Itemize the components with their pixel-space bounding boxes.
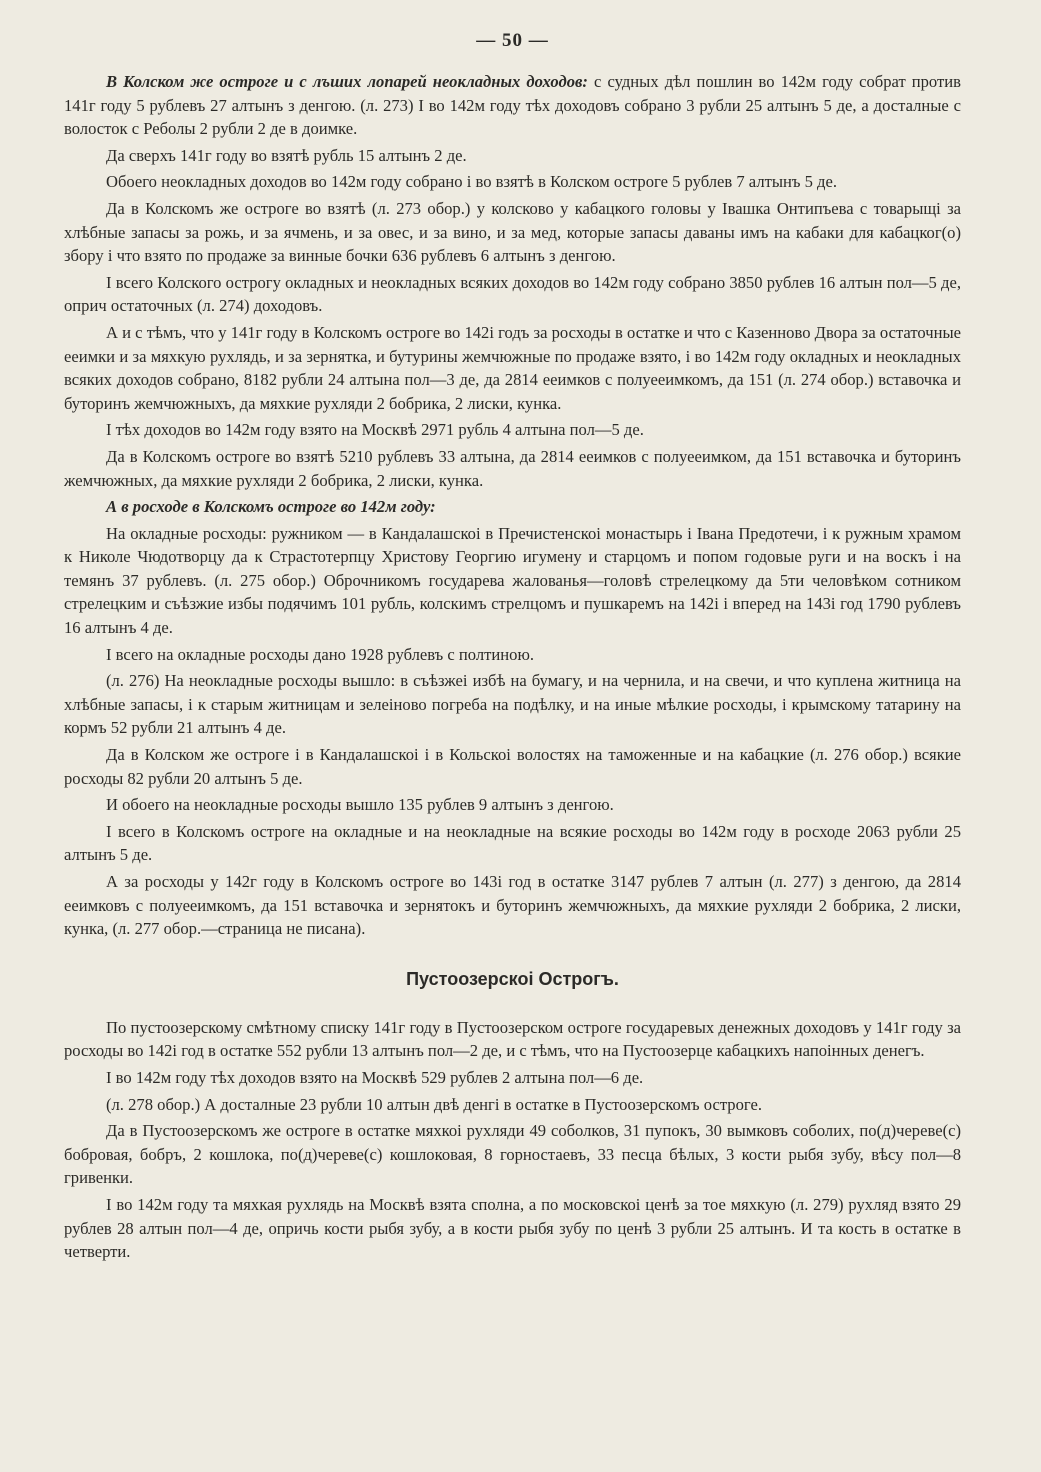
kola-expenses-heading: А в росходе в Колскомъ остроге во 142м году:	[106, 497, 436, 517]
kola-paragraph-14: И обоего на неокладные росходы вышло 135 рублев 9 алтынъ з денгою.	[106, 795, 614, 815]
kola-paragraph-8: Да в Колскомъ остроге во взятѣ 5210 рублевъ 33 алтына, да 2814 ееимков с полуееимком, да 151 вставочка и буторинъ жемчюжных, да мяхкие рухляди 2 бобрика, 2 лиски, кунка.	[64, 446, 961, 490]
page-number: — 50 —	[476, 30, 549, 51]
kola-paragraph-10: На окладные росходы: ружником — в Кандалашскоі в Пречистенскоі монастырь і Івана Предотечи, і к ружным храмом к Николе Чюдотворцу да к Страстотерпцу Христову Георгию игумену и старцомъ и попом годовые руги и на воскъ і на темянъ 37 рублевъ. (л. 275 обор.) Оброчникомъ государева жалованья—головѣ стрелецкому да 5ти человѣком сотником стрелецким и съѣзжие избы подячимъ 101 рубль, колскимъ стрелцомъ и пушкаремъ на 142і і вперед на 143і год 1790 рублевъ 16 алтынъ 4 де.	[64, 523, 961, 638]
kola-paragraph-7: I тѣх доходов во 142м году взято на Москвѣ 2971 рубль 4 алтына пол—5 де.	[106, 420, 644, 440]
pustozersk-paragraph-5: I во 142м году та мяхкая рухлядь на Москвѣ взята сполна, а по московскоі ценѣ за тое мяхкую (л. 279) рухляд взято 29 рублев 28 алтын пол—4 де, опричь кости рыбя зубу, а в кости рыбя зубу по ценѣ 3 рубли 25 алтынъ. И та кость в остатке в четверти.	[64, 1194, 961, 1262]
kola-paragraph-16: А за росходы у 142г году в Колскомъ остроге во 143і год в остатке 3147 рублев 7 алтын (л. 277) з денгою, да 2814 ееимковъ с полуееимкомъ, да 151 вставочка и зернятокъ и буторинъ жемчюжныхъ, да мяхкие рухляди 2 бобрика, 2 лиски, кунка, (л. 277 обор.—страница не писана).	[64, 872, 961, 939]
pustozersk-paragraph-4: Да в Пустоозерскомъ же остроге в остатке мяхкоі рухляди 49 соболков, 31 пупокъ, 30 вымковъ соболих, по(д)череве(с) бобровая, бобръ, 2 кошлока, по(д)череве(с) кошлоковая, 8 горностаевъ, 33 песца бѣлых, 3 кости рыбя зубу, вѣсу пол—8 гривенки.	[64, 1121, 961, 1188]
kola-paragraph-12: (л. 276) На неокладные росходы вышло: в съѣзжеі избѣ на бумагу, и на чернила, и на свечи, и что куплена житница на хлѣбные запасы, і к старым житницам и зелеіново погреба на подѣлку, и на иные мѣлкие росходы, і крымскому татарину на кормъ 52 рубли 21 алтынъ 4 де.	[64, 671, 961, 738]
kola-paragraph-1-rest: с судных дѣл пошлин во 142м году собрат против 141г году 5 рублевъ 27 алтынъ з денгою. (л. 273) I во 142м году тѣх доходовъ собрано 3 рубли 25 алтынъ 5 де, а досталные с волосток с Реболы 2 рубли 2 де в доимке.	[64, 72, 961, 139]
kola-paragraph-13: Да в Колском же остроге і в Кандалашскоі і в Кольскоі волостях на таможенные и на кабацкие (л. 276 обор.) всякие росходы 82 рубли 20 алтынъ 5 де.	[64, 745, 961, 788]
kola-paragraph-1	[64, 70, 961, 141]
kola-paragraph-6: А и с тѣмъ, что у 141г году в Колскомъ остроге во 142і годъ за росходы в остатке и что с Казенново Двора за остаточные ееимки и за мяхкую рухлядь, и за зернятка, и бутурины жемчюжные по продаже взято, і во 142м году окладных и неокладных всяких доходов собрано, 8182 рубли 24 алтына пол—3 де, да 2814 ееимков с полуееимкомъ, да 151 (л. 274 обор.) вставочка и буторинъ жемчюжныхъ, да мяхкие рухляди 2 бобрика, 2 лиски, кунка.	[64, 322, 961, 413]
kola-paragraph-4: Да в Колскомъ же остроге во взятѣ (л. 273 обор.) у колсково у кабацкого головы у Івашка Онтипъева с товарыщі за хлѣбные запасы за рожь, и за ячмень, и за овес, и за вино, и за мед, которые запасы даваны имъ на кабаки для кабацког(о) збору і что взято по продаже за винные бочки 636 рублевъ 6 алтынъ з денгою.	[64, 198, 961, 266]
kola-paragraph-5: I всего Колского острогу окладных и неокладных всяких доходов во 142м году собрано 3850 рублев 16 алтын пол—5 де, оприч остаточных (л. 274) доходовъ.	[64, 272, 961, 316]
pustozersk-paragraph-3: (л. 278 обор.) А досталные 23 рубли 10 алтын двѣ денгі в остатке в Пустоозерскомъ остроге.	[106, 1094, 762, 1114]
pustozersk-paragraph-2: I во 142м году тѣх доходов взято на Москвѣ 529 рублев 2 алтына пол—6 де.	[106, 1067, 644, 1087]
kola-paragraph-11: I всего на окладные росходы дано 1928 рублевъ с полтиною.	[106, 644, 535, 664]
kola-paragraph-2: Да сверхъ 141г году во взятѣ рубль 15 алтынъ 2 де.	[106, 145, 467, 165]
section-title: Пустоозерскоі Острогъ.	[406, 968, 619, 989]
kola-paragraph-1-lead: В Колском же остроге и с лъших лопарей неокладных доходов:	[106, 72, 588, 91]
kola-paragraph-3: Обоего неокладных доходов во 142м году собрано і во взятѣ в Колском остроге 5 рублев 7 алтынъ 5 де.	[106, 172, 838, 192]
pustozersk-paragraph-1: По пустоозерскому смѣтному списку 141г году в Пустоозерском остроге государевых денежных доходовъ у 141г году за росходы во 142і год в остатке 552 рубли 13 алтынъ пол—2 де, и с тѣмъ, что на Пустоозерце кабацкихъ напоінных денегъ.	[64, 1017, 961, 1061]
kola-paragraph-15: I всего в Колскомъ остроге на окладные и на неокладные на всякие росходы во 142м году в росходе 2063 рубли 25 алтынъ 5 де.	[64, 821, 961, 865]
